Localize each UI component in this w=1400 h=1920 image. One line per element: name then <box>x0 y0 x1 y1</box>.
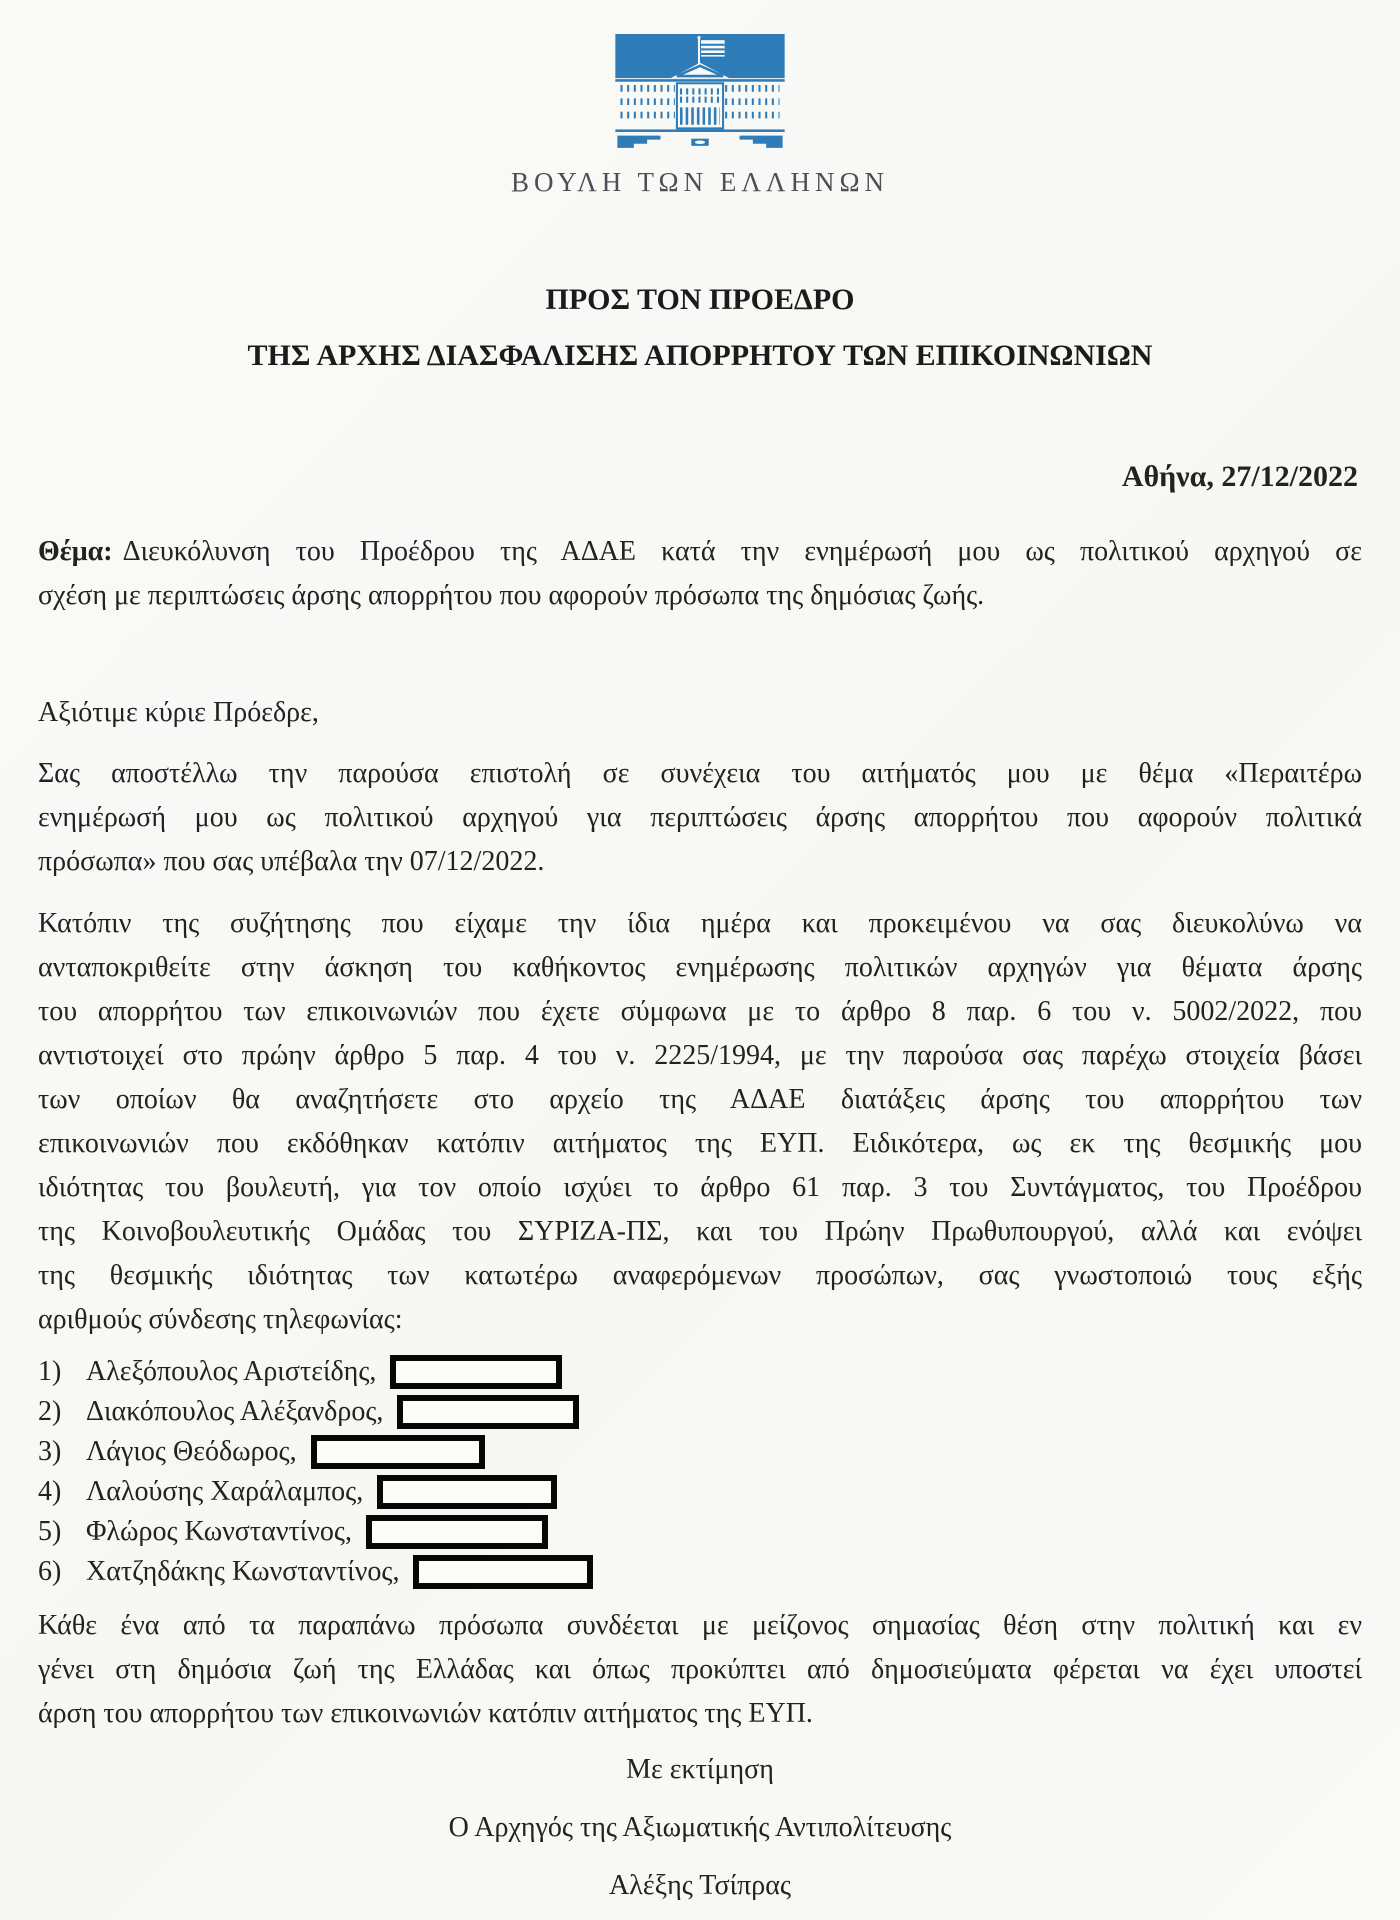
place-date-line: Αθήνα, 27/12/2022 <box>1121 460 1358 493</box>
text-line: αριθμούς σύνδεσης τηλεφωνίας: <box>38 1304 403 1335</box>
list-item-number: 5) <box>38 1516 62 1547</box>
institution-name: ΒΟΥΛΗ ΤΩΝ ΕΛΛΗΝΩΝ <box>510 167 890 197</box>
redacted-phone-box <box>311 1435 485 1469</box>
subject-text: Διευκόλυνση του Προέδρου της ΑΔΑΕ κατά την ενημέρωσή μου ως πολιτικού αρχηγού σε <box>122 536 1362 567</box>
text-line: γένει στη δημόσια ζωή της Ελλάδας και όπως προκύπτει από δημοσιεύματα φέρεται να έχει υποστεί <box>38 1654 1362 1685</box>
redacted-phone-box <box>397 1395 579 1429</box>
list-item-number: 6) <box>38 1556 62 1587</box>
text-line: επικοινωνιών που εκδόθηκαν κατόπιν αιτήματος της ΕΥΠ. Ειδικότερα, ως εκ της θεσμικής μου <box>38 1128 1362 1159</box>
text-line: του απορρήτου των επικοινωνιών που έχετε σύμφωνα με το άρθρο 8 παρ. 6 του ν. 5002/2022, που <box>38 996 1362 1027</box>
list-item <box>38 1472 1362 1512</box>
text-line: ανταποκριθείτε στην άσκηση του καθήκοντος ενημέρωσης πολιτικών αρχηγών για θέματα άρσης <box>38 952 1362 983</box>
signatory-name: Αλέξης Τσίπρας <box>609 1870 791 1901</box>
signatory-title: Ο Αρχηγός της Αξιωματικής Αντιπολίτευσης <box>448 1812 952 1843</box>
list-item-number: 2) <box>38 1396 62 1427</box>
person-name: Φλώρος Κωνσταντίνος, <box>86 1516 353 1547</box>
text-line: αντιστοιχεί στο πρώην άρθρο 5 παρ. 4 του ν. 2225/1994, με την παρούσα σας παρέχω στοιχεία βάσει <box>38 1040 1362 1071</box>
list-item-number: 1) <box>38 1356 62 1387</box>
text-line: πρόσωπα» που σας υπέβαλα την 07/12/2022. <box>38 846 545 877</box>
person-name: Λαλούσης Χαράλαμπος, <box>86 1476 364 1507</box>
text-line: της θεσμικής ιδιότητας των κατωτέρω αναφερόμενων προσώπων, σας γνωστοποιώ τους εξής <box>38 1260 1362 1291</box>
text-line: ενημέρωσή μου ως πολιτικού αρχηγού για περιπτώσεις άρσης απορρήτου που αφορούν πολιτικά <box>38 802 1362 833</box>
subject-line <box>38 530 1362 574</box>
list-item <box>38 1392 1362 1432</box>
valediction: Με εκτίμηση <box>626 1754 774 1785</box>
redacted-phone-box <box>413 1555 593 1589</box>
person-name: Λάγιος Θεόδωρος, <box>86 1436 297 1467</box>
list-item <box>38 1552 1362 1592</box>
list-item <box>38 1432 1362 1472</box>
list-item-number: 4) <box>38 1476 62 1507</box>
persons-list <box>38 1352 1362 1592</box>
salutation: Αξιότιμε κύριε Πρόεδρε, <box>38 697 319 728</box>
text-line: Κάθε ένα από τα παραπάνω πρόσωπα συνδέεται με μείζονος σημασίας θέση στην πολιτική και εν <box>38 1610 1362 1641</box>
person-name: Αλεξόπουλος Αριστείδης, <box>86 1356 377 1387</box>
subject-paragraph <box>38 530 1362 618</box>
subject-line: σχέση με περιπτώσεις άρσης απορρήτου που αφορούν πρόσωπα της δημόσιας ζωής. <box>38 580 985 611</box>
text-line: της Κοινοβουλευτικής Ομάδας του ΣΥΡΙΖΑ-ΠΣ, και του Πρώην Πρωθυπουργού, αλλά και ενόψει <box>38 1216 1362 1247</box>
recipient-heading-line1: ΠΡΟΣ ΤΟΝ ΠΡΟΕΔΡΟ <box>545 283 855 316</box>
redacted-phone-box <box>377 1475 557 1509</box>
parliament-building-icon <box>610 139 790 156</box>
person-name: Χατζηδάκης Κωνσταντίνος, <box>86 1556 400 1587</box>
text-line: άρση του απορρήτου των επικοινωνιών κατόπιν αιτήματος της ΕΥΠ. <box>38 1698 813 1729</box>
paragraph-1 <box>38 752 1362 884</box>
recipient-heading-line2: ΤΗΣ ΑΡΧΗΣ ΔΙΑΣΦΑΛΙΣΗΣ ΑΠΟΡΡΗΤΟΥ ΤΩΝ ΕΠΙΚΟΙΝΩΝΙΩΝ <box>247 339 1153 372</box>
redacted-phone-box <box>366 1515 548 1549</box>
paragraph-2 <box>38 902 1362 1342</box>
letterhead <box>38 0 1362 198</box>
list-item-number: 3) <box>38 1436 62 1467</box>
text-line: Κατόπιν της συζήτησης που είχαμε την ίδια ημέρα και προκειμένου να σας διευκολύνω να <box>38 908 1362 939</box>
text-line: ιδιότητας του βουλευτή, για τον οποίο ισχύει το άρθρο 61 παρ. 3 του Συντάγματος, του Προέδρου <box>38 1172 1362 1203</box>
person-name: Διακόπουλος Αλέξανδρος, <box>86 1396 384 1427</box>
paragraph-3 <box>38 1604 1362 1736</box>
text-line: των οποίων θα αναζητήσετε στο αρχείο της ΑΔΑΕ διατάξεις άρσης του απορρήτου των <box>38 1084 1362 1115</box>
redacted-phone-box <box>390 1355 562 1389</box>
list-item <box>38 1352 1362 1392</box>
subject-label: Θέμα: <box>38 536 113 567</box>
list-item <box>38 1512 1362 1552</box>
text-line: Σας αποστέλλω την παρούσα επιστολή σε συνέχεια του αιτήματός μου με θέμα «Περαιτέρω <box>38 758 1362 789</box>
